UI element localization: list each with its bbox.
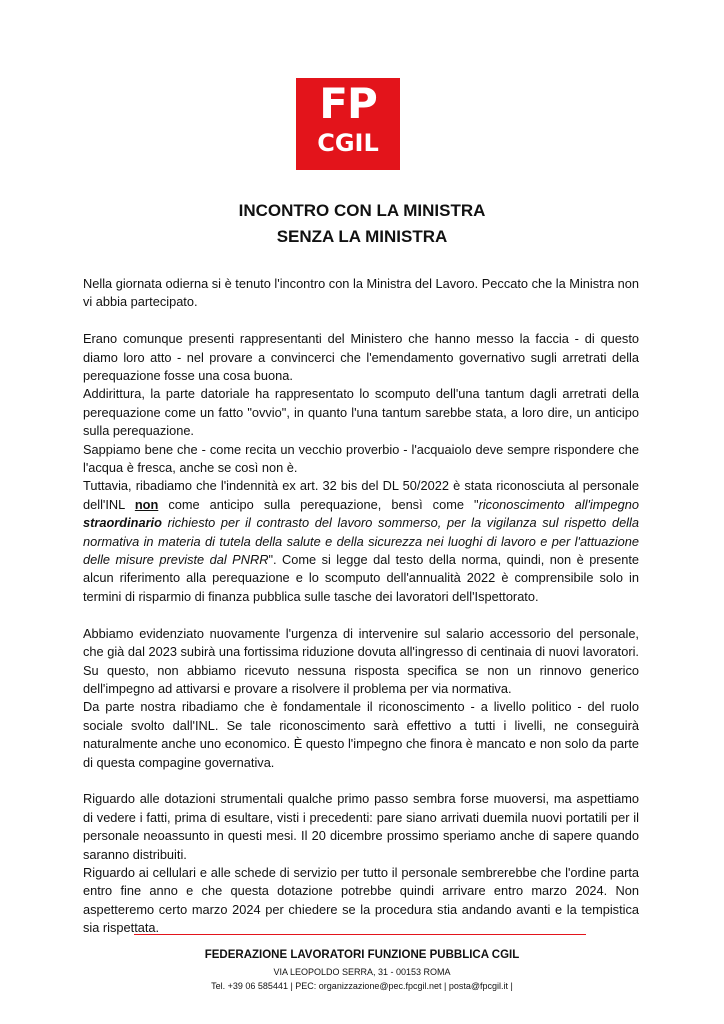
title-line-1: INCONTRO CON LA MINISTRA [238, 201, 486, 220]
indemnity-text-g: ". Come si legge dal testo della norma, quindi, non è presente alcun riferimento alla perequazione e lo scomputo dell'annualità 2022 è comprensibile solo in termini di risparmio di finanza pubblica sulle tasche dei lavoratori dell'Ispettorato. [83, 552, 639, 604]
indemnity-text-c: come anticipo sulla perequazione, bensì come " [158, 496, 479, 512]
fp-cgil-logo [296, 78, 400, 170]
paragraph-equipment: Riguardo alle dotazioni strumentali qualche primo passo sembra forse muoversi, ma aspettiamo di vedere i fatti, prima di esultare, visti i precedenti: pare siano arrivati duemila nuovi portatili per il personale neoassunto in questi mesi. Il 20 dicembre prossimo speriamo anche di sapere quando saranno distribuiti. [83, 791, 639, 862]
emphasis-non: non [134, 496, 159, 512]
article-body [83, 275, 639, 938]
footer-divider [134, 934, 586, 935]
quote-text-d: riconoscimento all'impegno [478, 496, 639, 512]
footer-address: VIA LEOPOLDO SERRA, 31 - 00153 ROMA [273, 967, 451, 977]
title-line-2: SENZA LA MINISTRA [276, 227, 448, 246]
logo-fp-text: FP [319, 79, 377, 128]
indemnity-text-a: Tuttavia, ribadiamo che l'indennità ex art. 32 bis del DL 50/2022 è stata riconosciuta al personale dell'INL [83, 478, 639, 512]
quote-text-f: richiesto per il contrasto del lavoro sommerso, per la vigilanza sul rispetto della normativa in materia di tutela della salute e della sicurezza nei luoghi di lavoro e per l'attuazione delle misure previste dal PNRR [83, 515, 639, 568]
paragraph-indemnity [83, 477, 639, 606]
paragraph-recognition: Da parte nostra ribadiamo che è fondamentale il riconoscimento - a livello politico - del ruolo sociale svolto dall'INL. Se tale riconoscimento sarà effettivo a tutti i livelli, ne conseguirà naturalmente anche uno economico. È questo l'impegno che finora è mancato e non solo da parte di questa compagine governativa. [83, 699, 639, 770]
footer-contacts: Tel. +39 06 585441 | PEC: organizzazione@pec.fpcgil.net | posta@fpcgil.it | [211, 981, 513, 991]
emphasis-straordinario: straordinario [83, 515, 162, 531]
paragraph-ministry: Erano comunque presenti rappresentanti del Ministero che hanno messo la faccia - di questo diamo loro atto - nel provare a convincerci che l'emendamento governativo sugli arretrati della perequazione fosse una cosa buona. [83, 331, 639, 384]
document-title [0, 198, 724, 250]
paragraph-salary: Abbiamo evidenziato nuovamente l'urgenza di intervenire sul salario accessorio del personale, che già dal 2023 subirà una fortissima riduzione dovuta all'ingresso di centinaia di nuovi lavoratori. Su questo, non abbiamo ricevuto nessuna risposta specifica se non un rinnovo generico dell'impegno ad attivarsi e provare a risolvere il problema per via normativa. [83, 625, 639, 696]
paragraph-intro: Nella giornata odierna si è tenuto l'incontro con la Ministra del Lavoro. Peccato che la Ministra non vi abbia partecipato. [83, 276, 639, 310]
footer-organization: FEDERAZIONE LAVORATORI FUNZIONE PUBBLICA CGIL [204, 949, 520, 961]
paragraph-employer: Addirittura, la parte datoriale ha rappresentato lo scomputo dell'una tantum dagli arretrati della perequazione come un fatto "ovvio", in quanto l'una tantum sarebbe stata, a loro dire, un anticipo sulla perequazione. [83, 386, 639, 439]
paragraph-phones: Riguardo ai cellulari e alle schede di servizio per tutto il personale sembrerebbe che l'ordine parta entro fine anno e che questa dotazione potrebbe quindi arrivare entro marzo 2024. Non aspetteremo certo marzo 2024 per chiedere se la procedura stia andando avanti e la tempistica sia rispettata. [83, 864, 639, 936]
logo-cgil-text: CGIL [317, 129, 379, 157]
paragraph-proverb: Sappiamo bene che - come recita un vecchio proverbio - l'acquaiolo deve sempre rispondere che l'acqua è fresca, anche se così non è. [83, 441, 639, 476]
